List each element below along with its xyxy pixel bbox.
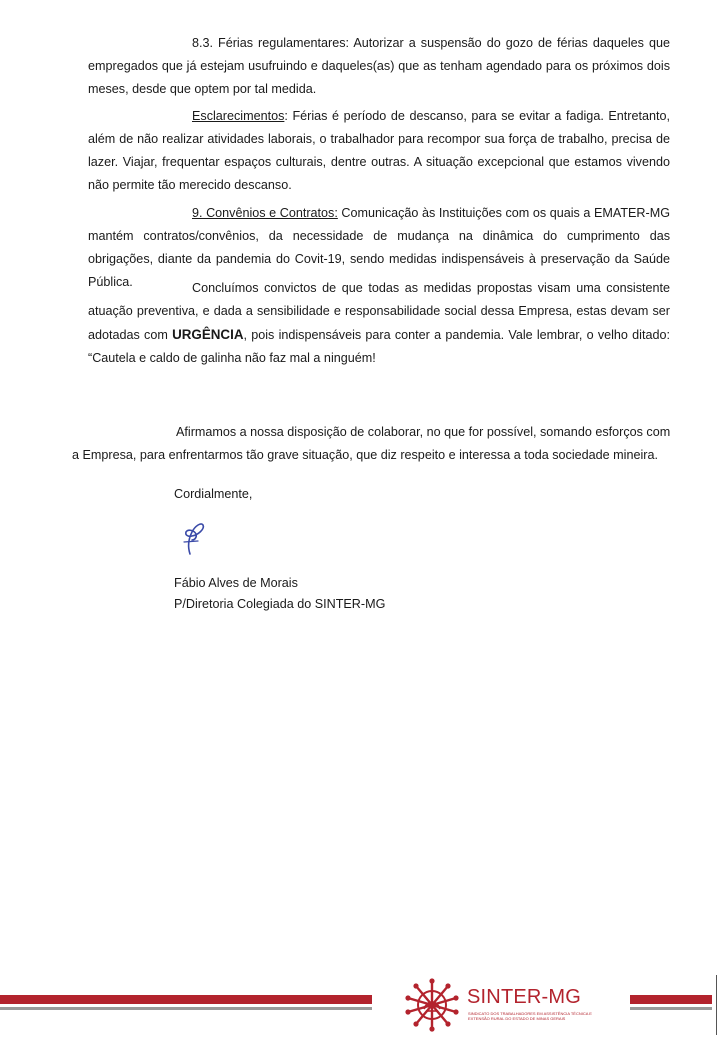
salutation xyxy=(174,484,252,505)
handwritten-signature xyxy=(176,518,210,556)
conclusion-paragraph xyxy=(88,277,670,370)
page-edge-line xyxy=(716,975,717,1035)
closing-text: Afirmamos a nossa disposição de colaborar, no que for possível, somando esforços com a Empresa, para enfrentarmos tão grave situação, que diz respeito e interessa a toda sociedade mineira. xyxy=(72,425,671,462)
footer-left-red-bar xyxy=(0,995,372,1004)
signer-name: Fábio Alves de Morais xyxy=(174,576,298,590)
section-title: 9. Convênios e Contratos: xyxy=(192,206,338,220)
signer-role: P/Diretoria Colegiada do SINTER-MG xyxy=(174,597,386,611)
logo-name: SINTER-MG xyxy=(467,986,582,1008)
section-text: Autorizar a suspensão do gozo de férias daqueles que empregados que já estejam usufruindo e daqueles(as) que as tenham agendado para os próximos dois meses, desde que optem por tal medida. xyxy=(88,36,670,96)
urgency-emphasis: URGÊNCIA xyxy=(172,327,244,342)
clarifications-paragraph xyxy=(88,105,670,197)
salutation-text: Cordialmente, xyxy=(174,487,253,501)
logo-subtitle: SINDICATO DOS TRABALHADORES EM ASSISTÊNCIA TÉCNICA E EXTENSÃO RURAL DO ESTADO DE MINAS GERAIS xyxy=(468,1011,592,1021)
footer-right-gray-bar xyxy=(630,1007,712,1010)
sinter-logo-icon xyxy=(402,978,462,1032)
closing-paragraph xyxy=(72,421,672,467)
conclusion-text-after: , pois indispensáveis para conter a pandemia. Vale lembrar, o velho ditado: “Cautela e caldo de galinha não faz mal a ninguém! xyxy=(88,328,670,365)
footer-right-red-bar xyxy=(630,995,712,1004)
section-8-3 xyxy=(88,32,670,101)
footer-left-gray-bar xyxy=(0,1007,372,1010)
section-text: Comunicação às Instituições com os quais a EMATER-MG mantém contratos/convênios, da necessidade de mudança na dinâmica do cumprimento das obrigações, diante da pandemia do Covit-19, sendo medidas indispensáveis à preservação da Saúde Pública. xyxy=(88,206,670,289)
clarifications-text: : Férias é período de descanso, para se evitar a fadiga. Entretanto, além de não realizar atividades laborais, o trabalhador para recompor sua força de trabalho, precisa de lazer. Viajar, frequentar espaços culturais, dentre outras. A situação excepcional que estamos vivendo não permite tão merecido descanso. xyxy=(88,109,670,192)
section-title: Férias regulamentares: xyxy=(218,36,350,50)
section-number: 8.3. xyxy=(192,36,214,50)
conclusion-text-before: Concluímos convictos de que todas as medidas propostas visam uma consistente atuação preventiva, e dada a sensibilidade e responsabilidade social dessa Empresa, estas devam ser adotadas com xyxy=(88,281,670,342)
signer-block xyxy=(174,573,385,615)
clarifications-title: Esclarecimentos xyxy=(192,109,285,123)
